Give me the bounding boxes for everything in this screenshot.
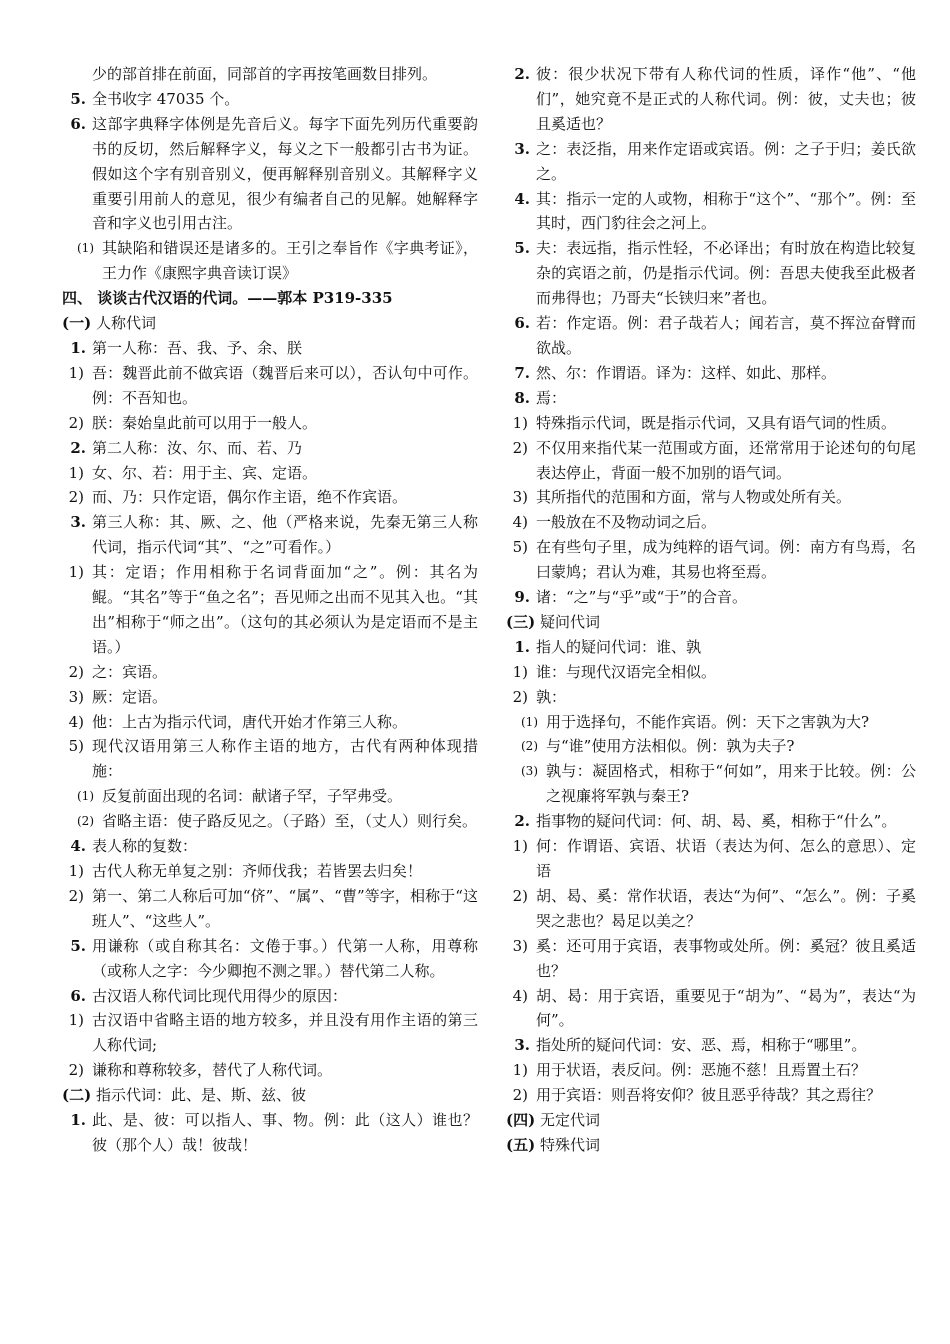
item-text: 谁：与现代汉语完全相似。 — [536, 662, 717, 681]
section-number: (二) — [62, 1086, 92, 1105]
item-text: 指人的疑问代词：谁、孰 — [536, 637, 702, 656]
list-item — [506, 187, 916, 237]
subsection-heading — [506, 1108, 916, 1133]
item-number: 1) — [68, 1011, 84, 1030]
item-text: 其：定语；作用相称于名词背面加“之”。例：其名为鲲。“其名”等于“鱼之名”；吾见师之出而不见其入也。“其出”相称于“师之出”。（这句的其必须认为是定语而不是主语。） — [92, 563, 478, 656]
item-number: 3) — [512, 488, 528, 507]
list-item — [62, 112, 478, 237]
item-number: (1) — [521, 714, 538, 729]
item-number: 1) — [512, 1061, 528, 1080]
item-number: 1) — [512, 837, 528, 856]
list-item — [506, 685, 916, 710]
list-item — [506, 809, 916, 834]
item-text: 其缺陷和错误还是诸多的。王引之奉旨作《字典考证》，王力作《康熙字典音读订误》 — [102, 239, 478, 283]
list-item — [506, 660, 916, 685]
list-item — [506, 535, 916, 585]
subsection-heading — [506, 610, 916, 635]
item-number: 2) — [512, 687, 528, 706]
item-number: 1) — [512, 662, 528, 681]
list-item — [62, 834, 478, 859]
item-number: 5. — [514, 239, 530, 258]
list-item — [506, 361, 916, 386]
section-number: (四) — [506, 1111, 536, 1130]
item-number: 3. — [70, 513, 86, 532]
list-item — [62, 560, 478, 660]
list-item — [506, 236, 916, 311]
item-number: (3) — [521, 764, 538, 779]
item-text: 特殊指示代词，既是指示代词，又具有语气词的性质。 — [536, 413, 897, 432]
item-text: 表人称的复数： — [92, 837, 198, 856]
section-title: 疑问代词 — [540, 612, 601, 631]
item-text: 古代人称无单复之别：齐师伐我；若皆罢去归矣！ — [92, 862, 423, 880]
item-text: 第一人称：吾、我、予、余、朕 — [92, 338, 303, 357]
list-item — [62, 1108, 478, 1158]
list-item — [506, 934, 916, 984]
item-number: 5) — [68, 737, 84, 756]
item-number: 2. — [70, 438, 86, 457]
list-item — [62, 510, 478, 560]
item-text: 用于宾语：则吾将安仰？彼且恶乎待哉？其之焉往？ — [536, 1086, 882, 1105]
item-text: 朕：秦始皇此前可以用于一般人。 — [92, 413, 318, 432]
item-text: 焉： — [536, 388, 567, 407]
item-number: (2) — [77, 814, 94, 829]
item-number: 1) — [68, 463, 84, 482]
list-item — [506, 884, 916, 934]
list-item — [506, 311, 916, 361]
section-heading — [62, 286, 478, 311]
subsection-heading — [62, 311, 478, 336]
item-number: 2) — [68, 413, 84, 432]
list-item — [62, 685, 478, 710]
list-item — [62, 984, 478, 1009]
item-text: 此、是、彼：可以指人、事、物。例：此（这人）谁也？彼（那个人）哉！彼哉！ — [92, 1111, 478, 1154]
item-number: 9. — [514, 588, 530, 607]
item-text: 全书收字 47035 个。 — [92, 89, 240, 108]
item-text: 不仅用来指代某一范围或方面，还常常用于论述句的句尾表达停止，背面一般不加别的语气词。 — [536, 438, 916, 482]
list-item — [62, 461, 478, 486]
item-text: 反复前面出现的名词：献诸子罕，子罕弗受。 — [102, 787, 403, 806]
subsection-heading — [62, 1083, 478, 1108]
item-text: 古汉语人称代词比现代用得少的原因： — [92, 986, 348, 1005]
list-item — [62, 859, 478, 884]
item-text: 胡、曷：用于宾语，重要见于“胡为”、“曷为”，表达“为何”。 — [536, 986, 916, 1030]
continued-paragraph — [62, 62, 478, 87]
list-item — [506, 411, 916, 436]
list-item — [62, 884, 478, 934]
right-column — [506, 62, 916, 1158]
item-number: 1) — [68, 363, 84, 382]
item-text: 彼：很少状况下带有人称代词的性质，译作“他”、“他们”，她究竟不是正式的人称代词。例：彼，丈夫也；彼且奚适也？ — [536, 65, 916, 133]
list-item — [506, 759, 916, 809]
list-item — [506, 585, 916, 610]
item-number: 2) — [68, 662, 84, 681]
item-number: 2) — [512, 438, 528, 457]
item-text: 女、尔、若：用于主、宾、定语。 — [92, 463, 318, 482]
item-text: 若：作定语。例：君子哉若人；闻若言，莫不挥泣奋臂而欲战。 — [536, 314, 916, 357]
item-number: 2) — [68, 886, 84, 905]
list-item — [62, 1058, 478, 1083]
item-number: 4) — [68, 712, 84, 731]
list-item — [62, 236, 478, 286]
item-number: 7. — [514, 363, 530, 382]
list-item — [506, 1033, 916, 1058]
item-number: 6. — [514, 314, 530, 333]
item-number: 3. — [514, 139, 530, 158]
item-text: 孰与：凝固格式，相称于“何如”，用来于比较。例：公之视廉将军孰与秦王? — [546, 762, 916, 806]
item-text: 指事物的疑问代词：何、胡、曷、奚，相称于“什么”。 — [536, 812, 897, 831]
item-number: 2) — [512, 886, 528, 905]
item-text: 谦称和尊称较多，替代了人称代词。 — [92, 1061, 333, 1080]
item-number: 6. — [70, 986, 86, 1005]
item-text: 诸：“之”与“乎”或“于”的合音。 — [536, 588, 748, 607]
list-item — [62, 485, 478, 510]
list-item — [62, 87, 478, 112]
item-number: 2. — [514, 65, 530, 83]
item-text: 奚：还可用于宾语，表事物或处所。例：奚冠？彼且奚适也？ — [536, 936, 916, 980]
list-item — [506, 436, 916, 486]
item-number: (1) — [77, 241, 94, 256]
list-item — [62, 784, 478, 809]
section-number: (一) — [62, 314, 92, 333]
item-text: 其：指示一定的人或物，相称于“这个”、“那个”。例：至其时，西门豹往会之河上。 — [536, 189, 916, 233]
list-item — [62, 660, 478, 685]
item-number: 1. — [514, 637, 530, 656]
list-item — [62, 361, 478, 411]
item-number: 5. — [70, 936, 86, 955]
item-text: 夫：表远指，指示性轻，不必译出；有时放在构造比较复杂的宾语之前，仍是指示代词。例：吾思夫使我至此极者而弗得也；乃哥夫“长铗归来”者也。 — [536, 239, 916, 308]
section-number: (五) — [506, 1135, 536, 1154]
item-number: 3. — [514, 1036, 530, 1055]
item-text: 吾：魏晋此前不做宾语（魏晋后来可以），否认句中可作。例：不吾知也。 — [92, 363, 478, 407]
item-number: 2) — [512, 1086, 528, 1105]
item-number: (1) — [77, 789, 94, 804]
item-number: 4. — [514, 189, 530, 208]
item-number: 4) — [512, 986, 528, 1005]
list-item — [62, 411, 478, 436]
item-text: 第一、第二人称后可加“侪”、“属”、“曹”等字，相称于“这班人”、“这些人”。 — [92, 886, 478, 930]
item-text: 用于状语，表反问。例：恶施不慈！且焉置土石？ — [536, 1061, 867, 1080]
list-item — [506, 1083, 916, 1108]
item-number: 4) — [512, 513, 528, 532]
list-item — [506, 984, 916, 1034]
item-text: 孰： — [536, 687, 567, 706]
item-text: 而、乃：只作定语，偶尔作主语，绝不作宾语。 — [92, 488, 408, 507]
item-number: 2) — [68, 1061, 84, 1080]
item-number: 2. — [514, 812, 530, 831]
list-item — [506, 635, 916, 660]
section-title: 指示代词：此、是、斯、兹、彼 — [96, 1086, 307, 1105]
list-item — [506, 710, 916, 735]
list-item — [506, 386, 916, 411]
list-item — [62, 336, 478, 361]
item-text: 第三人称：其、厥、之、他（严格来说，先秦无第三人称代词，指示代词“其”、“之”可看作。） — [92, 513, 478, 557]
list-item — [506, 1058, 916, 1083]
item-number: (2) — [521, 739, 538, 754]
item-number: 1. — [70, 338, 86, 357]
item-text: 一般放在不及物动词之后。 — [536, 513, 717, 532]
item-text: 指处所的疑问代词：安、恶、焉，相称于“哪里”。 — [536, 1036, 867, 1055]
item-number: 3) — [512, 936, 528, 955]
item-number: 1. — [70, 1111, 86, 1130]
item-text: 这部字典释字体例是先音后义。每字下面先列历代重要韵书的反切，然后解释字义，每义之下一般都引古书为证。假如这个字有别音别义，便再解释别音别义。其解释字义重要引用前人的意见，很少有编者自己的见解。她解释字音和字义也引用古注。 — [92, 114, 478, 233]
list-item — [62, 1008, 478, 1058]
list-item — [506, 137, 916, 187]
list-item — [62, 710, 478, 735]
item-text: 何：作谓语、宾语、状语（表达为何、怎么的意思）、定语 — [536, 837, 916, 880]
item-number: 1) — [68, 563, 84, 582]
list-item — [62, 436, 478, 461]
item-text: 然、尔：作谓语。译为：这样、如此、那样。 — [536, 363, 837, 382]
item-number: 5. — [70, 89, 86, 108]
section-number: (三) — [506, 612, 536, 631]
section-title: 人称代词 — [96, 314, 157, 333]
item-text: 第二人称：汝、尔、而、若、乃 — [92, 438, 303, 457]
item-number: 8. — [514, 388, 530, 407]
item-text: 胡、曷、奚：常作状语，表达“为何”、“怎么”。例：子奚哭之悲也？曷足以美之？ — [536, 886, 916, 930]
item-text: 省略主语：使子路反见之。（子路）至，（丈人）则行矣。 — [102, 812, 478, 831]
item-text: 之：表泛指，用来作定语或宾语。例：之子于归；姜氏欲之。 — [536, 139, 916, 183]
item-text: 古汉语中省略主语的地方较多，并且没有用作主语的第三人称代词; — [92, 1011, 478, 1055]
item-text: 他：上古为指示代词，唐代开始才作第三人称。 — [92, 712, 408, 731]
item-number: 1) — [512, 413, 528, 432]
item-text: 现代汉语用第三人称作主语的地方，古代有两种体现措施： — [92, 737, 478, 781]
item-number: 1) — [68, 862, 84, 880]
item-text: 其所指代的范围和方面，常与人物或处所有关。 — [536, 488, 852, 507]
list-item — [506, 485, 916, 510]
item-text: 之：宾语。 — [92, 662, 168, 681]
section-title: 特殊代词 — [540, 1135, 601, 1154]
subsection-heading — [506, 1133, 916, 1158]
item-text: 用于选择句，不能作宾语。例：天下之害孰为大? — [546, 712, 870, 731]
left-column — [62, 62, 478, 1158]
list-item — [62, 934, 478, 984]
section-title: 无定代词 — [540, 1111, 601, 1130]
item-number: 3) — [68, 687, 84, 706]
list-item — [62, 734, 478, 784]
item-number: 2) — [68, 488, 84, 507]
list-item — [506, 62, 916, 137]
item-text: 在有些句子里，成为纯粹的语气词。例：南方有鸟焉，名曰蒙鸠；君认为难，其易也将至焉。 — [536, 538, 916, 582]
item-text: 与“谁”使用方法相似。例：孰为夫子? — [546, 737, 795, 756]
heading-text: 四、 谈谈古代汉语的代词。——郭本 P319-335 — [62, 289, 393, 308]
list-item — [506, 834, 916, 884]
list-item — [506, 510, 916, 535]
item-text: 厥：定语。 — [92, 687, 168, 706]
paragraph-text: 少的部首排在前面，同部首的字再按笔画数目排列。 — [92, 65, 438, 83]
item-number: 4. — [70, 837, 86, 856]
list-item — [62, 809, 478, 834]
list-item — [506, 734, 916, 759]
item-number: 5) — [512, 538, 528, 557]
item-number: 6. — [70, 114, 86, 133]
item-text: 用谦称（或自称其名：文倦于事。）代第一人称，用尊称（或称人之字：今少卿抱不测之罪。）替代第二人称。 — [92, 936, 478, 980]
